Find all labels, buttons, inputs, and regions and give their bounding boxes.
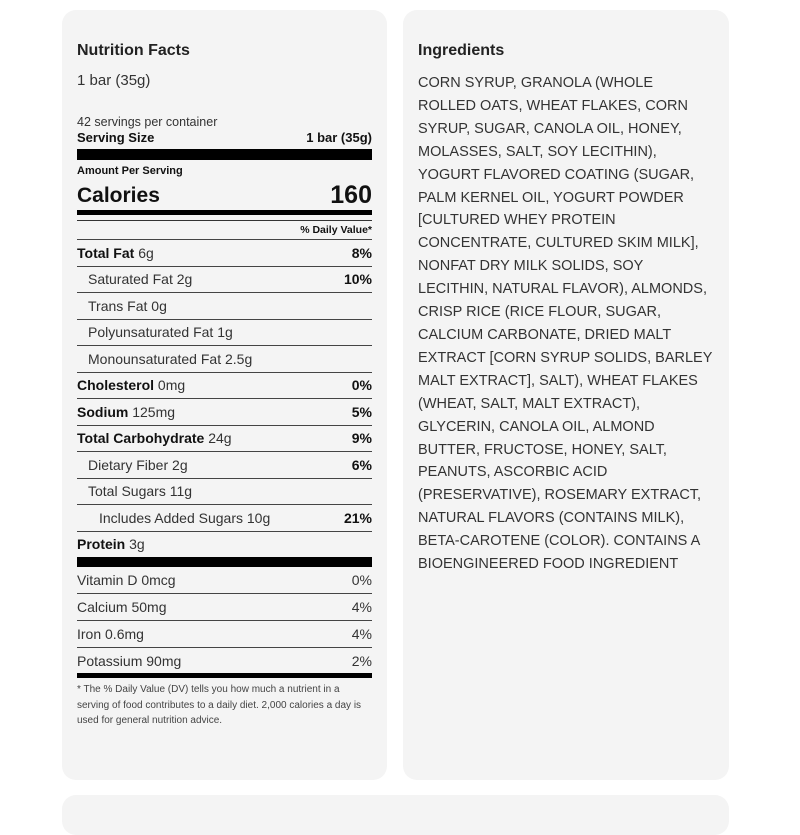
vitamin-amount: 50mg — [131, 599, 167, 615]
ingredients-panel — [403, 10, 729, 780]
nutrient-name: Total Fat — [77, 244, 135, 261]
nutrient-row-monounsaturated-fat — [77, 345, 372, 372]
nutrient-pct: 10% — [343, 271, 372, 288]
nutrient-amount: 2g — [172, 456, 188, 473]
vitamin-pct: 2% — [351, 652, 372, 669]
nutrient-pct: 6% — [351, 456, 372, 473]
serving-size-value: 1 bar (35g) — [306, 130, 372, 145]
nutrition-facts-panel — [62, 10, 387, 780]
nutrient-name: Saturated Fat — [88, 271, 173, 288]
nutrient-name: Total Sugars — [88, 483, 166, 500]
calories-row — [77, 178, 372, 210]
amount-per-serving: Amount Per Serving — [77, 165, 183, 177]
vitamin-name: Potassium — [77, 652, 143, 669]
nutrient-row-protein — [77, 531, 372, 558]
vitamin-row-calcium — [77, 594, 372, 621]
divider-thick — [77, 557, 372, 567]
calories-value: 160 — [330, 181, 372, 209]
vitamin-amount: 0mcg — [141, 572, 176, 588]
vitamin-row-potassium — [77, 648, 372, 678]
vitamin-amount: 0.6mg — [105, 626, 144, 642]
nutrient-pct: 21% — [343, 509, 372, 526]
nutrient-name: Monounsaturated Fat — [88, 350, 222, 367]
nutrient-amount: 24g — [208, 430, 232, 447]
nutrition-facts-title: Nutrition Facts — [77, 42, 190, 59]
nutrient-amount: 2.5g — [224, 350, 253, 367]
nutrient-row-total-sugars — [77, 478, 372, 505]
nutrient-name: Includes Added Sugars — [99, 509, 243, 526]
nutrient-name: Trans Fat — [88, 297, 148, 314]
vitamin-name: Vitamin D — [77, 572, 138, 588]
nutrient-amount: 0g — [151, 297, 167, 314]
nutrient-amount: 0mg — [157, 377, 186, 394]
vitamin-pct: 4% — [351, 626, 372, 642]
nutrient-row-total-fat — [77, 239, 372, 266]
divider-thick — [77, 149, 372, 160]
vitamin-row-vitamin-d — [77, 567, 372, 594]
nutrient-row-saturated-fat — [77, 266, 372, 293]
nutrient-amount: 6g — [138, 244, 154, 261]
nutrient-row-added-sugars — [77, 504, 372, 531]
vitamin-name: Iron — [77, 626, 102, 642]
serving-size-label: Serving Size — [77, 130, 155, 145]
nutrient-amount: 3g — [129, 536, 145, 553]
nutrient-pct: 0% — [351, 377, 372, 394]
vitamin-name: Calcium — [77, 599, 128, 615]
nutrient-row-total-carbohydrate — [77, 425, 372, 452]
nutrient-name: Cholesterol — [77, 377, 155, 394]
nutrient-amount: 2g — [176, 271, 193, 288]
nutrient-amount: 11g — [169, 483, 193, 500]
nutrient-amount: 125mg — [132, 403, 176, 420]
calories-label: Calories — [77, 184, 160, 207]
nutrient-pct: 8% — [351, 244, 372, 261]
nutrient-row-sodium — [77, 398, 372, 425]
nutrient-row-trans-fat — [77, 292, 372, 319]
ingredients-text: CORN SYRUP, GRANOLA (WHOLE ROLLED OATS, WHEAT FLAKES, CORN SYRUP, SUGAR, CANOLA OIL, HONEY, MOLASSES, SALT, SOY LECITHIN), YOGURT FLAVORED COATING (SUGAR, PALM KERNEL OIL, YOGURT POWDER [CULTURED WHEY PROTEIN CONCENTRATE, CULTURED SKIM MILK], NONFAT DRY MILK SOLIDS, SOY LECITHIN, NATURAL FLAVOR), ALMONDS, CRISP RICE (RICE FLOUR, SUGAR, CALCIUM CARBONATE, DRIED MALT EXTRACT [CORN SYRUP SOLIDS, BARLEY MALT EXTRACT], SALT), WHEAT FLAKES (WHEAT, SALT, MALT EXTRACT), GLYCERIN, CANOLA OIL, ALMOND BUTTER, FRUCTOSE, HONEY, SALT, PEANUTS, ASCORBIC ACID (PRESERVATIVE), ROSEMARY EXTRACT, NATURAL FLAVORS (CONTAINS MILK), BETA-CAROTENE (COLOR). CONTAINS A BIOENGINEERED FOOD INGREDIENT — [418, 75, 713, 573]
nutrient-name: Sodium — [77, 403, 129, 420]
nutrient-name: Polyunsaturated Fat — [88, 324, 214, 341]
daily-value-footnote: * The % Daily Value (DV) tells you how much a nutrient in a serving of food contributes to a daily diet. 2,000 calories a day is used for general nutrition advice. — [77, 684, 362, 726]
nutrient-pct: 9% — [351, 430, 372, 447]
vitamin-list — [77, 567, 372, 678]
serving-size-row — [77, 130, 372, 146]
servings-per-container: 42 servings per container — [77, 115, 218, 129]
next-section-panel — [62, 795, 729, 835]
nutrient-row-dietary-fiber — [77, 451, 372, 478]
nutrient-amount: 1g — [217, 324, 233, 341]
daily-value-header: % Daily Value* — [77, 220, 372, 239]
nutrient-name: Total Carbohydrate — [77, 430, 205, 447]
vitamin-pct: 4% — [351, 599, 372, 615]
nutrient-pct: 5% — [351, 403, 372, 420]
ingredients-title: Ingredients — [418, 42, 505, 59]
vitamin-pct: 0% — [351, 572, 372, 588]
nutrient-list — [77, 239, 372, 557]
nutrient-row-cholesterol — [77, 372, 372, 399]
serving-size-summary: 1 bar (35g) — [77, 72, 151, 89]
nutrient-amount: 10g — [246, 509, 271, 526]
nutrient-row-polyunsaturated-fat — [77, 319, 372, 346]
vitamin-row-iron — [77, 621, 372, 648]
divider-medium — [77, 210, 372, 215]
nutrient-name: Dietary Fiber — [88, 456, 169, 473]
nutrient-name: Protein — [77, 536, 126, 553]
vitamin-amount: 90mg — [146, 652, 182, 669]
